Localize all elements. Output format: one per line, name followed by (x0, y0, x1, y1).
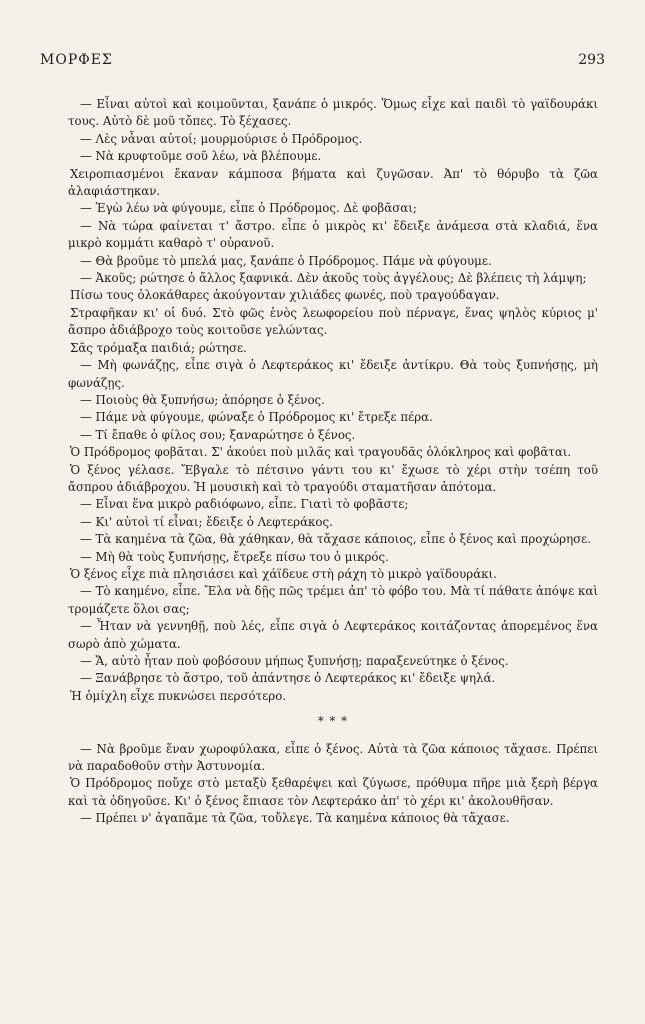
paragraph: Πίσω τους ὁλοκάθαρες ἀκούγονταν χιλιάδες φωνές, ποὺ τραγούδαγαν. (70, 288, 500, 303)
paragraph: — Πάμε νὰ φύγουμε, φώναξε ὁ Πρόδρομος κι' ἔτρεξε πέρα. (80, 410, 433, 425)
paragraph: Σᾶς τρόμαξα παιδιά; ρώτησε. (70, 340, 247, 355)
paragraph: — Νὰ κρυφτοῦμε σοῦ λέω, νὰ βλέπουμε. (80, 149, 322, 164)
paragraph: — Τὸ καημένο, εἶπε. Ἔλα νὰ δῇς πῶς τρέμει ἀπ' τὸ φόβο του. Μὰ τί πάθατε ἀπόψε καὶ τρομάζετε ὅλοι σας; (68, 584, 598, 616)
paragraph: Ὁ ξένος γέλασε. Ἔβγαλε τὸ πέτσινο γάντι του κι' ἔχωσε τὸ χέρι στὴν τσέπη τοῦ ἄσπρου ἀδιάβροχου. Ἡ μουσικὴ καὶ τὸ τραγούδι σταματῆσαν ἀπότομα. (68, 462, 598, 494)
text-block-after (68, 741, 598, 828)
paragraph: Στραφῆκαν κι' οἱ δυό. Στὸ φῶς ἑνὸς λεωφορείου ποὺ πέρναγε, ἕνας ψηλὸς κύριος μ' ἄσπρο ἀδιάβροχο τοὺς κοιτοῦσε γελώντας. (68, 305, 598, 338)
paragraph: — Εἶναι ἕνα μικρὸ ραδιόφωνο, εἶπε. Γιατὶ τὸ φοβᾶστε; (80, 497, 409, 512)
paragraph: Ὁ Πρόδρομος φοβᾶται. Σ' ἀκούει ποὺ μιλᾶς καὶ τραγουδᾶς ὁλόκληρος καὶ φοβᾶται. (70, 445, 572, 460)
paragraph: — Ποιοὺς θὰ ξυπνήσω; ἀπόρησε ὁ ξένος. (80, 392, 325, 407)
paragraph: — Ἐγὼ λέω νὰ φύγουμε, εἶπε ὁ Πρόδρομος. Δὲ φοβᾶσαι; (80, 201, 417, 216)
running-title: ΜΟΡΦΕΣ (40, 52, 113, 68)
paragraph: — Νὰ τώρα φαίνεται τ' ἄστρο. εἶπε ὁ μικρὸς κι' ἔδειξε ἀνάμεσα στὰ κλαδιά, ἕνα μικρὸ κομμάτι καθαρὸ τ' οὐρανοῦ. (68, 218, 598, 251)
paragraph: — Μὴ φωνάζῃς, εἶπε σιγὰ ὁ Λεφτεράκος κι' ἔδειξε ἀντίκρυ. Θὰ τοὺς ξυπνήσῃς, μὴ φωνάζῃς. (68, 358, 598, 390)
paragraph: — Πρέπει ν' ἀγαπᾶμε τὰ ζῶα, τοὔλεγε. Τὰ καημένα κάποιος θὰ τἄχασε. (80, 811, 510, 826)
page-number: 293 (578, 52, 605, 68)
paragraph: Χειροπιασμένοι ἔκαναν κάμποσα βήματα καὶ ζυγῶσαν. Ἀπ' τὸ θόρυβο τὰ ζῶα ἀλαφιάστηκαν. (68, 166, 598, 199)
text-block-main (68, 96, 598, 705)
paragraph: Ἡ ὁμίχλη εἶχε πυκνώσει περσότερο. (70, 688, 287, 703)
paragraph: Ὁ ξένος εἶχε πιὰ πλησιάσει καὶ χάϊδευε στὴ ράχη τὸ μικρὸ γαϊδουράκι. (70, 566, 497, 581)
paragraph: — Τὰ καημένα τὰ ζῶα, θὰ χάθηκαν, θὰ τἄχασε κάποιος, εἶπε ὁ ξένος καὶ προχώρησε. (80, 532, 592, 547)
paragraph: — Τί ἔπαθε ὁ φίλος σου; ξαναρώτησε ὁ ξένος. (80, 427, 356, 442)
paragraph: — Ἦταν νὰ γεννηθῇ, ποὺ λές, εἶπε σιγὰ ὁ Λεφτεράκος κοιτάζοντας ἀπορεμένος ἕνα σωρὸ ἀπὸ χώματα. (68, 619, 598, 651)
paragraph: Ὁ Πρόδρομος ποὔχε στὸ μεταξὺ ξεθαρέψει καὶ ζύγωσε, πρόθυμα πῆρε μιὰ ξερὴ βέργα καὶ τὰ ὁδηγοῦσε. Κι' ὁ ξένος ἔπιασε τὸν Λεφτεράκο ἀπ' τὸ χέρι κι' ἀκολουθῆσαν. (68, 776, 598, 808)
paragraph: — Ξανάβρησε τὸ ἄστρο, τοῦ ἀπάντησε ὁ Λεφτεράκος κι' ἔδειξε ψηλά. (80, 671, 496, 686)
text-body (68, 96, 598, 828)
paragraph: — Λὲς νἆναι αὐτοί; μουρμούρισε ὁ Πρόδρομος. (80, 131, 363, 146)
section-separator: * * * (317, 714, 349, 729)
paragraph: — Θὰ βροῦμε τὸ μπελά μας, ξανάπε ὁ Πρόδρομος. Πάμε νὰ φύγουμε. (80, 253, 492, 268)
paragraph: — Ἀκοῦς; ρώτησε ὁ ἄλλος ξαφνικά. Δὲν ἀκοῦς τοὺς ἀγγέλους; Δὲ βλέπεις τὴ λάμψη; (80, 271, 587, 286)
paragraph: — Νὰ βροῦμε ἕναν χωροφύλακα, εἶπε ὁ ξένος. Αὐτὰ τὰ ζῶα κάποιος τἄχασε. Πρέπει νὰ παραδοθοῦν στὴν Ἀστυνομία. (68, 741, 598, 774)
paragraph: — Ἄ, αὐτὸ ἦταν ποὺ φοβόσουν μήπως ξυπνήσῃ; παραξενεύτηκε ὁ ξένος. (80, 654, 509, 668)
paragraph: — Κι' αὐτοὶ τί εἶναι; ἔδειξε ὁ Λεφτεράκος. (80, 514, 333, 529)
running-header (40, 52, 605, 72)
paragraph: — Εἶναι αὐτοὶ καὶ κοιμοῦνται, ξανάπε ὁ μικρός. Ὅμως εἶχε καὶ παιδὶ τὸ γαϊδουράκι τους. Αὐτὸ δὲ μοῦ τὄπες. Τὸ ξέχασες. (68, 97, 598, 129)
paragraph: — Μὴ θὰ τοὺς ξυπνήσῃς, ἔτρεξε πίσω του ὁ μικρός. (80, 549, 389, 564)
